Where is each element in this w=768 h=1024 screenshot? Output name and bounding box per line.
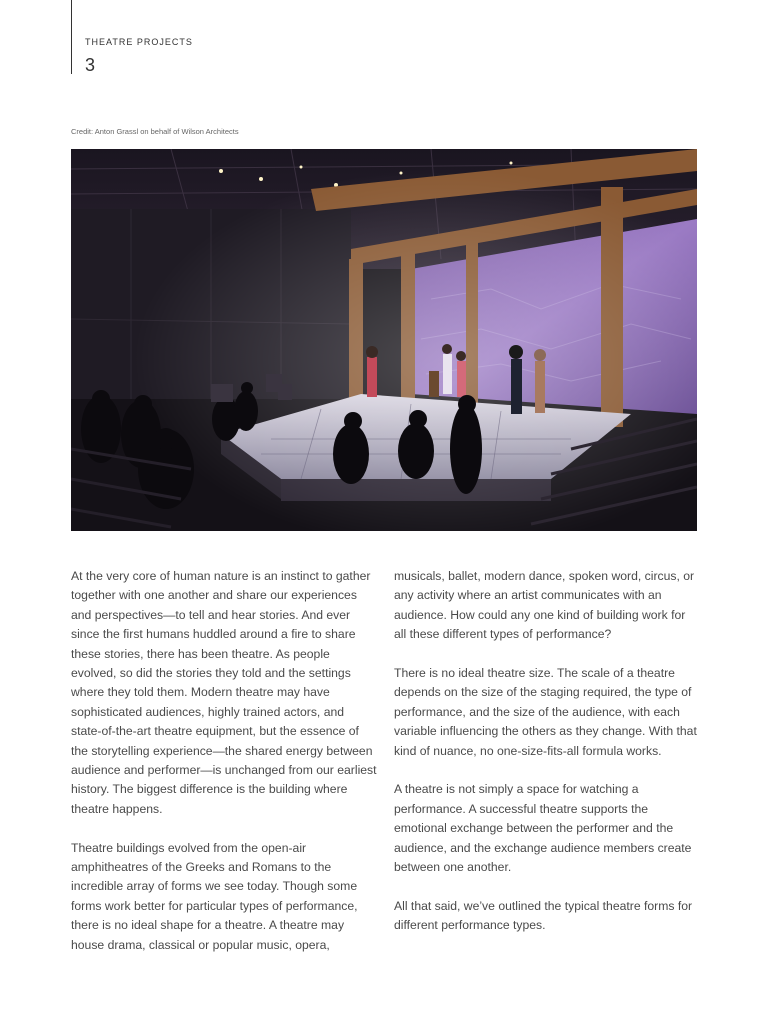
theatre-photo (71, 149, 697, 531)
body-column-left (71, 567, 377, 975)
paragraph: All that said, we’ve outlined the typical theatre forms for different performance types. (394, 898, 693, 933)
section-label: THEATRE PROJECTS (85, 37, 193, 47)
header-rule (71, 0, 72, 74)
photo-credit: Credit: Anton Grassl on behalf of Wilson Architects (71, 127, 239, 136)
page-number: 3 (85, 55, 96, 75)
paragraph: musicals, ballet, modern dance, spoken word, circus, or any activity where an artist communicates with an audience. How could any one kind of building work for all these different types of performance? (394, 569, 695, 642)
body-column-right (394, 567, 700, 955)
paragraph: At the very core of human nature is an instinct to gather together with one another and share our experiences and perspectives—to tell and hear stories. And ever since the first humans huddled around a fire to share these stories, there has been theatre. As people evolved, so did the stories they told and the settings where they told them. Modern theatre may have sophisticated audiences, highly trained actors, and state-of-the-art theatre equipment, but the essence of the storytelling experience—the shared energy between audience and performer—is unchanged from our earliest history. The biggest difference is the building where theatre happens. (71, 569, 377, 816)
paragraph: Theatre buildings evolved from the open-air amphitheatres of the Greeks and Romans to the incredible array of forms we see today. Though some forms work better for particular types of performance, there is no ideal shape for a theatre. A theatre may house drama, classical or popular music, opera, (71, 840, 358, 952)
paragraph: There is no ideal theatre size. The scale of a theatre depends on the size of the staging required, the type of performance, and the size of the audience, with each variable influencing the others as they change. With that kind of nuance, no one-size-fits-all formula works. (394, 666, 697, 758)
paragraph: A theatre is not simply a space for watching a performance. A successful theatre supports the emotional exchange between the performer and the audience, and the exchange audience members create between one another. (394, 782, 692, 875)
